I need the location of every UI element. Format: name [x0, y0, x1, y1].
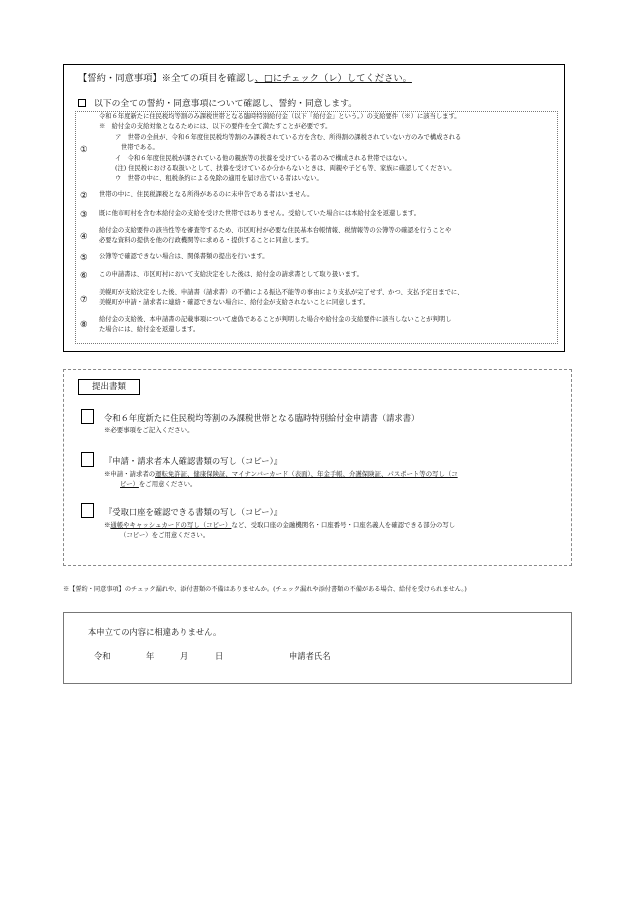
date-day-label: 日 — [215, 651, 224, 661]
doc1-note: ※必要事項をご記入ください。 — [104, 426, 194, 434]
item-number-3: ③ — [80, 210, 88, 220]
doc3-checkbox[interactable] — [81, 503, 94, 518]
documents-title: 提出書類 — [78, 379, 140, 395]
date-year-label: 年 — [146, 651, 155, 661]
pledge-item-8: 給付金の支給後、本申請書の記載事項について虚偽であることが判明した場合や給付金の支給要件に該当しないことが判明し た場合には、給付金を返還します。 — [99, 316, 452, 334]
item-number-4: ④ — [80, 232, 88, 242]
doc3-note: ※通帳やキャッシュカードの写し（コピー）など、受取口座の金融機関名・口座番号・口座名義人を確認できる部分の写し （コピー）をご用意ください。 — [104, 521, 456, 539]
date-era: 令和 — [94, 651, 111, 661]
item-number-7: ⑦ — [80, 295, 88, 305]
pledge-item-1: 令和６年度新たに住民税均等割のみ課税世帯となる臨時特別給付金（以下「給付金」という。）の支給要件（※）に該当します。 ※ 給付金の支給対象となるためには、以下の要件を全て満たすことが必要です。 ア 世帯の全員が、令和６年度住民税均等割のみ課税されている方を含む、所得割の課税されていない方のみで構成される 世帯である。 イ 令和６年度住民税が課されている他の親族等の扶養を受けている者のみで構成される世帯ではない。 (注) 住民税における取扱いとして、扶養を受けているか分からないときは、両親や子ども等、家族に確認してください。 ウ 世帯の中に、租税条約による免除の適用を届け出ている者はいない。 — [99, 113, 462, 183]
doc1-checkbox[interactable] — [81, 409, 94, 424]
confirmation-statement: 本申立ての内容に相違ありません。 — [88, 627, 222, 637]
item-number-1: ① — [80, 145, 88, 155]
agree-all-label: 以下の全ての誓約・同意事項について確認し、誓約・同意します。 — [94, 99, 358, 109]
pledge-item-7: 美幌町が支給決定をした後、申請書（請求書）の不備による振込不能等の事由により支払が完了せず、かつ、支払予定日までに、 美幌町が申請・請求者に連絡・確認できない場合に、給付金が支給されないことに同意します。 — [99, 289, 464, 307]
footnote: ※【誓約・同意事項】のチェック漏れや、添付書類の不備はありませんか。(チェック漏れや添付書類の不備がある場合、給付を受けられません。) — [63, 586, 467, 593]
date-month-label: 月 — [180, 651, 189, 661]
pledge-item-5: 公簿等で確認できない場合は、関係書類の提出を行います。 — [99, 253, 269, 260]
applicant-name-label: 申請者氏名 — [289, 651, 331, 661]
agree-all-checkbox[interactable] — [78, 99, 86, 107]
pledge-item-4: 給付金の支給要件の該当性等を審査等するため、市区町村が必要な住民基本台帳情報、税情報等の公簿等の確認を行うことや 必要な資料の提供を他の行政機関等に求める・提供することに同意します。 — [99, 227, 452, 245]
pledge-item-3: 既に他市町村を含む本給付金の支給を受けた世帯ではありません。受給していた場合には本給付金を返還します。 — [99, 210, 421, 217]
item-number-5: ⑤ — [80, 253, 88, 263]
pledge-header: 【誓約・同意事項】※全ての項目を確認し、□にチェック（レ）してください。 — [78, 73, 412, 84]
doc2-note: ※申請・請求者の運転免許証、健康保険証、マイナンバーカード（表面）、年金手帳、介護保険証、パスポート等の写し（コ ピー）をご用意ください。 — [104, 470, 458, 488]
confirmation-box — [63, 612, 572, 684]
agree-all-row — [78, 96, 357, 109]
doc2-checkbox[interactable] — [81, 452, 94, 467]
item-number-8: ⑧ — [80, 320, 88, 330]
item-number-2: ② — [80, 191, 88, 201]
pledge-item-6: この申請書は、市区町村において支給決定をした後は、給付金の請求書として取り扱います。 — [99, 271, 363, 278]
pledge-item-2: 世帯の中に、住民税課税となる所得があるのに未申告である者はいません。 — [99, 191, 314, 198]
doc3-title: 『受取口座を確認できる書類の写し（コピー）』 — [104, 507, 283, 517]
doc1-title: 令和６年度新たに住民税均等割のみ課税世帯となる臨時特別給付金申請書（請求書） — [104, 413, 420, 423]
item-number-6: ⑥ — [80, 271, 88, 281]
doc2-title: 『申請・請求者本人確認書類の写し（コピー）』 — [104, 456, 283, 466]
